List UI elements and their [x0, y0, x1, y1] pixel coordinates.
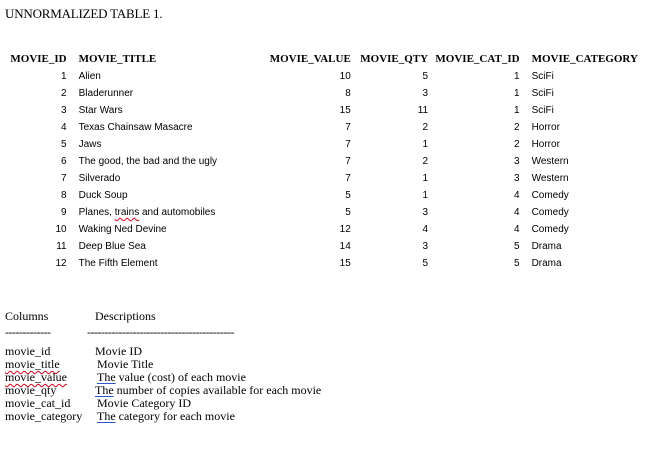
cell-movie-id: 7	[61, 173, 67, 184]
cell-movie-category: Drama	[531, 258, 562, 269]
cell-movie-cat-id: 2	[514, 122, 520, 133]
document-title: UNNORMALIZED TABLE 1.	[5, 6, 163, 21]
cell-movie-id: 6	[61, 156, 67, 167]
cell-movie-title: The Fifth Element	[78, 258, 158, 269]
cell-movie-id: 12	[55, 258, 67, 269]
table-row	[5, 85, 660, 102]
cell-movie-value: 10	[339, 71, 351, 82]
cell-movie-title: The good, the bad and the ugly	[78, 156, 218, 167]
cell-movie-cat-id: 1	[514, 105, 520, 116]
cell-movie-cat-id: 1	[514, 71, 520, 82]
column-description: Movie ID	[95, 344, 142, 358]
header-movie-value: MOVIE_VALUE	[269, 53, 351, 65]
cell-movie-qty: 1	[422, 190, 429, 201]
cell-movie-qty: 3	[422, 207, 429, 218]
cell-movie-id: 4	[61, 122, 67, 133]
cell-movie-category: Horror	[531, 122, 560, 133]
movie-table	[5, 50, 660, 272]
column-name: movie_value	[5, 370, 67, 384]
cell-movie-category: SciFi	[531, 71, 554, 82]
cell-movie-id: 9	[61, 207, 67, 218]
table-row	[5, 136, 660, 153]
table-row	[5, 187, 660, 204]
cell-movie-id: 3	[61, 105, 67, 116]
cell-movie-qty: 3	[422, 241, 429, 252]
cell-movie-qty: 1	[422, 139, 429, 150]
table-row	[5, 204, 660, 221]
cell-movie-qty: 4	[422, 224, 429, 235]
cell-movie-title: Texas Chainsaw Masacre	[78, 122, 193, 133]
cell-movie-category: Comedy	[531, 207, 569, 218]
cell-movie-title: Duck Soup	[78, 190, 128, 201]
title-text: and automobiles	[139, 207, 216, 218]
column-name: movie_title	[5, 357, 60, 371]
cell-movie-id: 2	[61, 88, 67, 99]
cell-movie-title: Waking Ned Devine	[78, 224, 167, 235]
column-name: movie_id	[5, 344, 51, 358]
cell-movie-value: 8	[345, 88, 351, 99]
column-name: movie_qty	[5, 383, 57, 397]
cell-movie-qty: 1	[422, 173, 429, 184]
table-row	[5, 255, 660, 272]
cell-movie-value: 7	[345, 173, 351, 184]
column-description: Movie Category ID	[97, 396, 191, 410]
table-row	[5, 68, 660, 85]
descriptions-divider: ------------------------------------------	[87, 325, 234, 339]
cell-movie-cat-id: 3	[514, 173, 520, 184]
cell-movie-category: Horror	[531, 139, 560, 150]
cell-movie-title: Jaws	[78, 139, 102, 150]
table-row	[5, 170, 660, 187]
table-row	[5, 153, 660, 170]
cell-movie-value: 14	[339, 241, 351, 252]
cell-movie-cat-id: 5	[514, 258, 520, 269]
spellcheck-flagged-word: trains	[114, 207, 140, 218]
cell-movie-category: SciFi	[531, 88, 554, 99]
header-movie-cat-id: MOVIE_CAT_ID	[435, 53, 520, 65]
table-row	[5, 119, 660, 136]
cell-movie-value: 5	[345, 190, 351, 201]
cell-movie-category: SciFi	[531, 105, 554, 116]
title-text: Planes,	[78, 207, 115, 218]
cell-movie-cat-id: 4	[514, 190, 520, 201]
cell-movie-value: 7	[345, 122, 351, 133]
cell-movie-value: 5	[345, 207, 351, 218]
cell-movie-id: 5	[61, 139, 67, 150]
table-row	[5, 102, 660, 119]
descriptions-heading: Descriptions	[95, 309, 156, 323]
cell-movie-cat-id: 3	[514, 156, 520, 167]
cell-movie-qty: 11	[417, 105, 429, 116]
cell-movie-category: Comedy	[531, 224, 569, 235]
cell-movie-qty: 5	[422, 71, 429, 82]
cell-movie-category: Drama	[531, 241, 562, 252]
cell-movie-category: Comedy	[531, 190, 569, 201]
cell-movie-title: Silverado	[78, 173, 121, 184]
column-description: The value (cost) of each movie	[97, 370, 246, 384]
cell-movie-value: 15	[339, 258, 351, 269]
cell-movie-title: Deep Blue Sea	[78, 241, 146, 252]
cell-movie-category: Western	[531, 156, 569, 167]
table-header-row	[5, 50, 660, 68]
cell-movie-id: 8	[61, 190, 67, 201]
cell-movie-cat-id: 4	[514, 207, 520, 218]
header-movie-category: MOVIE_CATEGORY	[531, 53, 638, 65]
header-movie-qty: MOVIE_QTY	[360, 53, 429, 65]
cell-movie-title: Bladerunner	[78, 88, 134, 99]
column-name: movie_category	[5, 409, 83, 423]
cell-movie-cat-id: 5	[514, 241, 520, 252]
cell-movie-title	[67, 204, 236, 221]
columns-divider: -------------	[5, 325, 51, 339]
table-row	[5, 238, 660, 255]
cell-movie-qty: 3	[422, 88, 429, 99]
header-movie-id: MOVIE_ID	[10, 53, 67, 65]
cell-movie-value: 15	[339, 105, 351, 116]
cell-movie-qty: 2	[422, 156, 429, 167]
cell-movie-id: 1	[61, 71, 67, 82]
column-name: movie_cat_id	[5, 396, 71, 410]
cell-movie-cat-id: 2	[514, 139, 520, 150]
columns-heading: Columns	[5, 309, 49, 323]
cell-movie-cat-id: 1	[514, 88, 520, 99]
cell-movie-title: Alien	[78, 71, 101, 82]
cell-movie-id: 10	[55, 224, 67, 235]
column-description: Movie Title	[97, 357, 154, 371]
cell-movie-value: 7	[345, 139, 351, 150]
column-description: The number of copies available for each movie	[95, 383, 322, 397]
table-row	[5, 221, 660, 238]
cell-movie-id: 11	[56, 241, 67, 252]
cell-movie-title: Star Wars	[78, 105, 123, 116]
column-description: The category for each movie	[97, 409, 235, 423]
header-movie-title: MOVIE_TITLE	[78, 53, 157, 65]
cell-movie-qty: 5	[422, 258, 429, 269]
cell-movie-cat-id: 4	[514, 224, 520, 235]
cell-movie-qty: 2	[422, 122, 429, 133]
cell-movie-value: 12	[339, 224, 351, 235]
cell-movie-value: 7	[345, 156, 351, 167]
cell-movie-category: Western	[531, 173, 569, 184]
